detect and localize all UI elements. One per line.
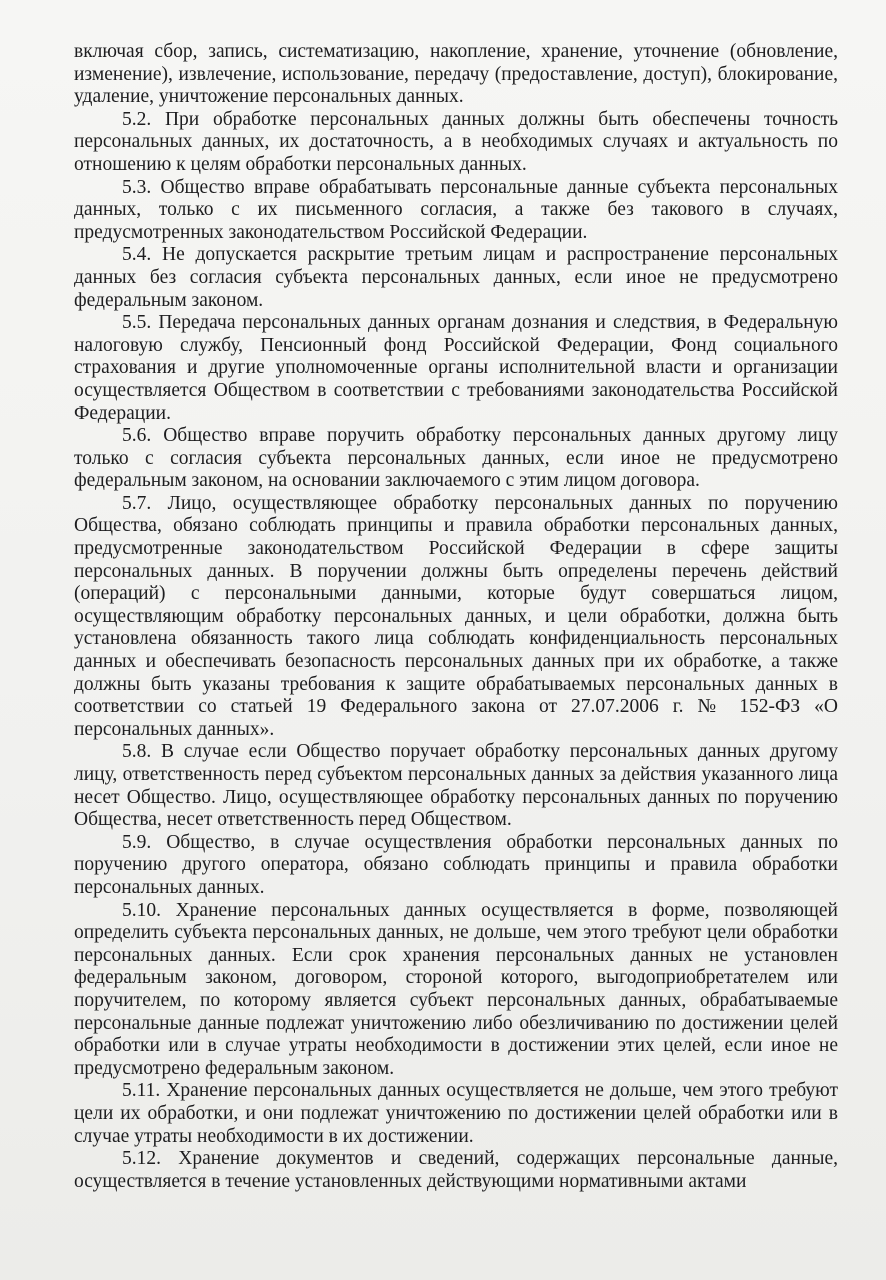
paragraph-5-12	[74, 1148, 838, 1193]
paragraph-5-11	[74, 1080, 838, 1148]
paragraph-text: При обработке персональных данных должны быть обеспечены точность персональных данных, их достаточность, а в необходимых случаях и актуальность по отношению к целям обработки персональных данных.	[74, 108, 839, 175]
paragraph-number: 5.7.	[122, 492, 152, 514]
paragraph-number: 5.3.	[122, 176, 152, 198]
paragraph-number: 5.4.	[122, 244, 152, 266]
paragraph-text: Хранение документов и сведений, содержащих персональные данные, осуществляется в течение установленных действующими нормативными актами	[74, 1148, 838, 1192]
paragraph-text: Не допускается раскрытие третьим лицам и распространение персональных данных без согласия субъекта персональных данных, если иное не предусмотрено федеральным законом.	[74, 244, 839, 311]
paragraph-5-8	[74, 741, 838, 831]
paragraph-text: Хранение персональных данных осуществляется не дольше, чем этого требуют цели их обработки, и они подлежат уничтожению по достижении целей обработки или в случае утраты необходимости в их достижении.	[74, 1080, 839, 1147]
paragraph-text: Общество вправе поручить обработку персональных данных другому лицу только с согласия субъекта персональных данных, если иное не предусмотрено федеральным законом, на основании заключаемого с этим лицом договора.	[74, 425, 839, 492]
paragraph-number: 5.2.	[122, 108, 152, 130]
paragraph-text: включая сбор, запись, систематизацию, накопление, хранение, уточнение (обновление, изменение), извлечение, использование, передачу (предоставление, доступ), блокирование, удаление, уничтожение персональных данных.	[74, 41, 838, 108]
paragraph-5-2	[74, 109, 838, 177]
paragraph-5-5	[74, 312, 838, 425]
paragraph-text: Передача персональных данных органам дознания и следствия, в Федеральную налоговую службу, Пенсионный фонд Российской Федерации, Фонд социального страхования и другие уполномоченные органы исполнительной власти и организации осуществляется Обществом в соответствии с требованиями законодательства Российской Федерации.	[74, 312, 838, 424]
paragraph-continuation	[74, 41, 838, 109]
paragraph-text: Лицо, осуществляющее обработку персональных данных по поручению Общества, обязано соблюдать принципы и правила обработки персональных данных, предусмотренные законодательством Российской Федерации в сфере защиты персональных данных. В поручении должны быть определены перечень действий (операций) с персональными данными, которые будут совершаться лицом, осуществляющим обработку персональных данных, и цели обработки, должна быть установлена обязанность такого лица соблюдать конфиденциальность персональных данных и обеспечивать безопасность персональных данных при их обработке, а также должны быть указаны требования к защите обрабатываемых персональных данных в соответствии со статьей 19 Федерального закона от 27.07.2006 г. № 152-ФЗ «О персональных данных».	[74, 492, 838, 740]
paragraph-text: Общество вправе обрабатывать персональные данные субъекта персональных данных, только с их письменного согласия, а также без такового в случаях, предусмотренных законодательством Российской Федерации.	[74, 176, 838, 243]
paragraph-number: 5.12.	[122, 1148, 161, 1170]
paragraph-number: 5.10.	[122, 899, 161, 921]
paragraph-5-9	[74, 832, 838, 900]
paragraph-number: 5.11.	[122, 1080, 161, 1102]
paragraph-number: 5.5.	[122, 312, 152, 334]
paragraph-number: 5.9.	[122, 831, 152, 853]
paragraph-5-10	[74, 900, 838, 1081]
paragraph-5-4	[74, 244, 838, 312]
paragraph-5-3	[74, 177, 838, 245]
paragraph-text: Общество, в случае осуществления обработки персональных данных по поручению другого оператора, обязано соблюдать принципы и правила обработки персональных данных.	[74, 831, 839, 898]
paragraph-5-6	[74, 425, 838, 493]
paragraph-number: 5.6.	[122, 425, 152, 447]
paragraph-5-7	[74, 493, 838, 742]
paragraph-text: В случае если Общество поручает обработку персональных данных другому лицу, ответственность перед субъектом персональных данных за действия указанного лица несет Общество. Лицо, осуществляющее обработку персональных данных по поручению Общества, несет ответственность перед Обществом.	[74, 741, 838, 831]
paragraph-number: 5.8.	[122, 741, 152, 763]
paragraph-text: Хранение персональных данных осуществляется в форме, позволяющей определить субъекта персональных данных, не дольше, чем этого требуют цели обработки персональных данных. Если срок хранения персональных данных не установлен федеральным законом, договором, стороной которого, выгодоприобретателем или поручителем, по которому является субъект персональных данных, обрабатываемые персональные данные подлежат уничтожению либо обезличиванию по достижении целей обработки или в случае утраты необходимости в достижении этих целей, если иное не предусмотрено федеральным законом.	[74, 899, 838, 1079]
